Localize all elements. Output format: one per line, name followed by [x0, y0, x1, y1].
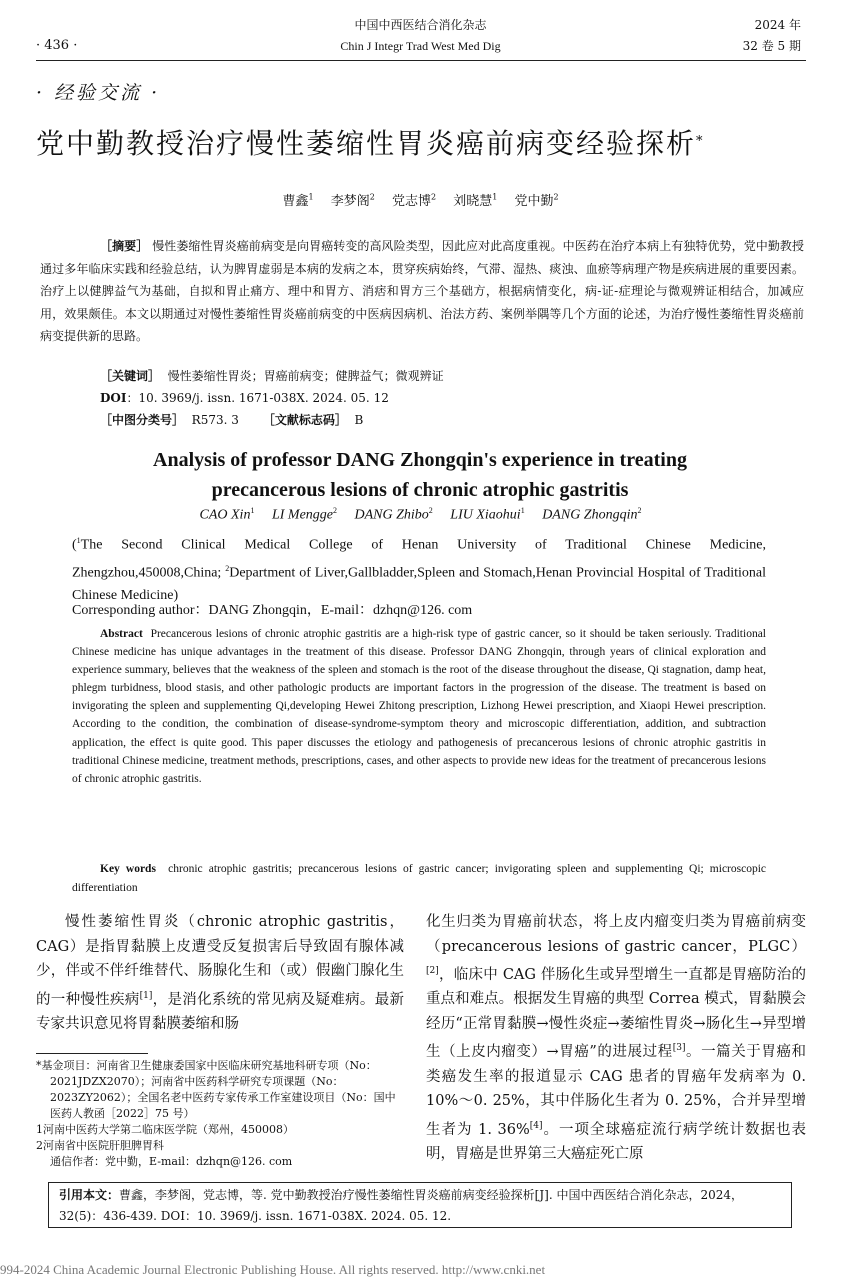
footnote-affiliation-2: 2河南省中医院肝胆脾胃科: [36, 1139, 164, 1152]
doc-code-value: B: [354, 413, 364, 427]
keywords-cn: [100, 365, 800, 387]
author-name: 李梦阁: [330, 194, 370, 209]
title-text: 党中勤教授治疗慢性萎缩性胃炎癌前病变经验探析: [36, 127, 697, 160]
reference-mark: [4]: [529, 1120, 543, 1131]
footnote-affiliation-1: 1河南中医药大学第二临床医学院（郑州，450008）: [36, 1123, 294, 1136]
author-name: 党中勤: [514, 194, 554, 209]
keywords-en: [72, 860, 766, 897]
affiliations-en: ($^1$The Second Clinical Medical College of Henan University of Traditional Chinese Medicine, Zhengzhou,450008,China; $^2$Department of Liver,Gallbladder,Spleen and Stomach,Henan Provincial Hospital of Traditional Chinese Medicine): [72, 536, 767, 604]
header-rule: [36, 60, 806, 61]
abstract-cn-label: ［摘要］: [100, 239, 149, 253]
author-name: 刘晓慧: [453, 194, 493, 209]
abstract-cn: [40, 235, 804, 348]
body-left-column: [36, 910, 404, 1036]
affiliation-mark: 1: [76, 536, 81, 545]
corresponding-author-en: Corresponding author：DANG Zhongqin，E-mail：dzhqn@126. com: [72, 603, 473, 618]
citation-label: 引用本文：: [59, 1188, 120, 1202]
title-en-line: Analysis of professor DANG Zhongqin's experience in treating: [153, 449, 687, 471]
author-affiliation-mark: 2: [333, 506, 337, 515]
footnote-rule: [36, 1053, 148, 1054]
author-affiliation-mark: 2: [430, 192, 437, 202]
title-en-line: precancerous lesions of chronic atrophic gastritis: [211, 479, 629, 501]
reference-mark: [1]: [139, 990, 153, 1001]
doc-code-label: ［文献标志码］: [262, 413, 347, 427]
doi-label: DOI: [100, 391, 127, 405]
author-affiliation-mark: 1: [492, 192, 498, 202]
affiliation-1: The Second Clinical Medical College of Henan University of Traditional Chinese Medicine, Zhengzhou,450008,China;: [72, 537, 766, 581]
author-name: 党志博: [391, 194, 431, 209]
keywords-cn-text: 慢性萎缩性胃炎；胃癌前病变；健脾益气；微观辨证: [167, 369, 444, 383]
body-text: ，是消化系统的常见病及疑难病。最新专家共识意见将胃黏膜萎缩和肠: [36, 991, 405, 1032]
body-text: 。一项全球癌症流行病学统计数据也表明，胃癌是世界第三大癌症死亡原: [426, 1121, 807, 1162]
author-affiliation-mark: 2: [428, 506, 433, 515]
column-label: · 经验交流 ·: [36, 82, 161, 104]
author-list-en: [0, 506, 841, 524]
author-name-en: LI Mengge: [271, 507, 333, 523]
author-affiliation-mark: 1: [308, 192, 314, 202]
doi: [100, 387, 800, 409]
body-text: 。一篇关于胃癌和类癌发生率的报道显示 CAG 患者的胃癌年发病率为 0. 10%～0. 25%，其中伴肠化生者为 0. 25%，合并异型增生者为 1. 36%: [426, 1044, 807, 1138]
body-text: 化生归类为胃癌前状态，将上皮内瘤变归类为胃癌前病变（precancerous lesions of gastric cancer，PLGC）: [426, 914, 806, 955]
journal-name-cn: 中国中西医结合消化杂志: [354, 18, 487, 32]
body-right-column: [426, 910, 806, 1166]
author-list-cn: [0, 190, 841, 209]
article-title-cn: [36, 124, 806, 164]
footnote-corresponding: 通信作者：党中勤，E-mail：dzhqn@126. com: [50, 1155, 293, 1168]
reference-mark: [3]: [672, 1043, 686, 1054]
reference-mark: [2]: [426, 966, 439, 976]
keywords-cn-label: ［关键词］: [100, 369, 161, 383]
page-number: · 436 ·: [36, 38, 78, 53]
citation-text: 曹鑫，李梦阁，党志博，等. 党中勤教授治疗慢性萎缩性胃炎癌前病变经验探析[J]. 中国中西医结合消化杂志，2024，32(5)：436-439. DOI：10. 3969/j. issn. 1671-038X. 2024. 05. 12.: [59, 1188, 743, 1223]
author-name: 曹鑫: [282, 194, 309, 209]
abstract-en-label: Abstract: [100, 628, 143, 640]
author-affiliation-mark: 2: [369, 192, 375, 202]
author-name-en: DANG Zhibo: [354, 507, 429, 523]
title-fund-mark: *: [696, 134, 705, 149]
abstract-en-text: Precancerous lesions of chronic atrophic gastritis are a high-risk type of gastric cancer, so it should be taken seriously. Traditional Chinese medicine has unique advantages in the treatment of this disease. Professor DANG Zhongqin, through years of clinical exploration and experience summary, believes that the weakness of the spleen and stomach is the root of the disease throughout the disease, Qi stagnation, damp heat, phlegm turbidness, blood stasis, and other pathologic products are important factors in the progression of the disease. The treatment is based on invigorating the spleen and supplementing Qi,developing Hewei Zhitong prescription, Lizhong Hewei prescription, and Xiaopi Hewei prescription. According to the condition, the combination of disease-syndrome-symptom theory and microscopic differentiation, addition, and subtraction application, the effect is quite good. This paper discusses the etiology and pathogenesis of precancerous lesions of chronic atrophic gastritis in traditional Chinese medicine, treatment methods, prescriptions, cases, and other aspects to provide new ideas for the treatment of precancerous lesions of chronic atrophic gastritis.: [72, 628, 766, 785]
abstract-en: [72, 625, 766, 788]
classification: [100, 409, 800, 431]
abstract-cn-text: 慢性萎缩性胃炎癌前病变是向胃癌转变的高风险类型，因此应对此高度重视。中医药在治疗本病上有独特优势，党中勤教授通过多年临床实践和经验总结，认为脾胃虚弱是本病的发病之本，贯穿疾病始终，气滞、湿热、痰浊、血瘀等病理产物是疾病进展的重要因素。治疗上以健脾益气为基础，自拟和胃止痛方、理中和胃方、消痞和胃方三个基础方，根据病情变化，病-证-症理论与微观辨证相结合，加减应用，效果颇佳。本文以期通过对慢性萎缩性胃炎癌前病变的中医病因病机、治法方药、案例举隅等几个方面的论述，为治疗慢性萎缩性胃炎癌前病变提供新的思路。: [40, 239, 804, 343]
affiliation-mark: 2: [225, 563, 230, 573]
footnotes: [36, 1058, 404, 1170]
article-title-en: [60, 445, 780, 505]
body-text: 慢性萎缩性胃炎（chronic atrophic gastritis，CAG）是指胃黏膜上皮遭受反复损害后导致固有腺体减少，伴或不伴纤维替代、肠腺化生和（或）假幽门腺化生的一种慢性疾病: [36, 914, 404, 1008]
author-name-en: DANG Zhongqin: [542, 507, 638, 523]
body-text: ，临床中 CAG 伴肠化生或异型增生一直都是胃癌防治的重点和难点。根据发生胃癌的典型 Correa 模式，胃黏膜会经历“正常胃黏膜→慢性炎症→萎缩性胃炎→肠化生→异型增生（上皮内瘤变）→胃癌”的进展过程: [426, 966, 806, 1061]
keywords-en-text: chronic atrophic gastritis; precancerous lesions of gastric cancer; invigorating spleen and supplementing Qi; microscopic differentiation: [72, 863, 767, 894]
author-name-en: LIU Xiaohui: [450, 507, 521, 523]
author-affiliation-mark: 1: [250, 506, 255, 515]
issue-year: 2024 年: [754, 18, 801, 32]
issue-volume: 32 卷 5 期: [742, 39, 801, 53]
clc-label: ［中图分类号］: [100, 413, 185, 427]
author-name-en: CAO Xin: [199, 507, 251, 523]
publisher-footer: 994-2024 China Academic Journal Electronic Publishing House. All rights reserved. http://www.cnki.net: [0, 1262, 546, 1277]
author-affiliation-mark: 2: [637, 506, 642, 515]
footnote-fund: *基金项目：河南省卫生健康委国家中医临床研究基地科研专项（No：2021JDZX2070）；河南省中医药科学研究专项课题（No：2023ZY2062）；全国名老中医药专家传承工作室建设项目（No：国中医药人教函［2022］75 号）: [36, 1059, 396, 1120]
doi-text: ：10. 3969/j. issn. 1671-038X. 2024. 05. 12: [126, 391, 389, 405]
affiliation-2: Department of Liver,Gallbladder,Spleen and Stomach,Henan Provincial Hospital of Traditional Chinese Medicine): [72, 565, 767, 604]
journal-name-en: Chin J Integr Trad West Med Dig: [340, 39, 501, 53]
keywords-en-label: Key words: [100, 863, 156, 875]
clc-value: R573. 3: [191, 413, 239, 427]
citation-box: [48, 1182, 792, 1228]
author-affiliation-mark: 2: [553, 192, 559, 202]
author-affiliation-mark: 1: [520, 506, 525, 515]
